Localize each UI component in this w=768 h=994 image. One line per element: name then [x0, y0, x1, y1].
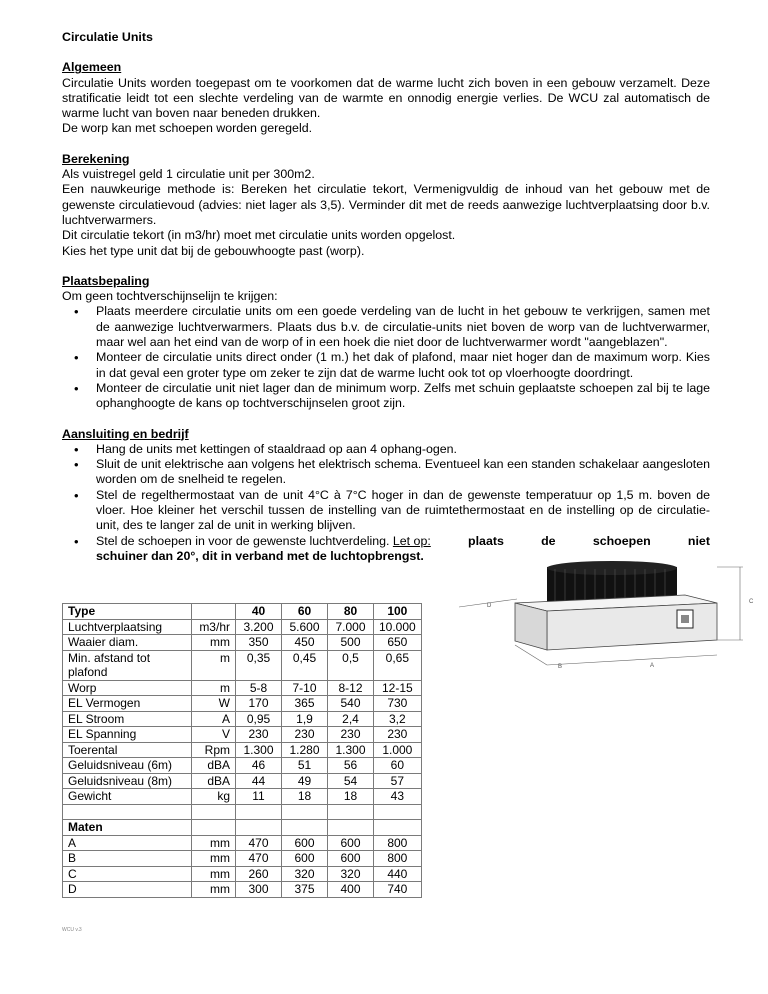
table-row: [63, 773, 422, 789]
table-cell: 600: [282, 835, 328, 851]
table-cell: 600: [282, 851, 328, 867]
heading-plaatsbepaling: Plaatsbepaling: [62, 273, 150, 288]
housing-side: [515, 603, 547, 650]
table-cell: V: [192, 727, 236, 743]
table-cell: 7-10: [282, 680, 328, 696]
table-cell: 1.000: [374, 742, 422, 758]
table-cell: W: [192, 696, 236, 712]
table-row: [63, 835, 422, 851]
table-cell: 10.000: [374, 619, 422, 635]
berekening-line: Als vuistregel geld 1 circulatie unit per 300m2.: [62, 167, 315, 182]
table-cell: 60: [374, 758, 422, 774]
maten-rows: [63, 835, 422, 897]
table-cell: 5-8: [236, 680, 282, 696]
table-cell: 375: [282, 882, 328, 898]
table-cell: Gewicht: [63, 789, 192, 805]
dim-label-c: C: [749, 599, 754, 605]
dim-label-d: D: [487, 603, 492, 609]
table-cell: mm: [192, 835, 236, 851]
table-cell: A: [63, 835, 192, 851]
table-cell: 0,95: [236, 711, 282, 727]
table-cell: 46: [236, 758, 282, 774]
table-cell: 44: [236, 773, 282, 789]
list-item: • Plaats meerdere circulatie units om een goede verdeling van de lucht in het gebouw te verkrijgen, samen met de aanwezige luchtverwarmers. Plaats dus b.v. de circulatie-units niet boven de worp van de luchtverwarmer, maar wel aan het eind van de worp of in een hoek die niet door de luchtverwarmer wordt "aangeblazen".: [62, 304, 710, 350]
table-cell: Geluidsniveau (6m): [63, 758, 192, 774]
table-cell: mm: [192, 851, 236, 867]
table-cell: Rpm: [192, 742, 236, 758]
table-cell: EL Spanning: [63, 727, 192, 743]
table-cell: 0,45: [282, 650, 328, 680]
table-cell: 18: [282, 789, 328, 805]
table-header-cell: 40: [236, 604, 282, 620]
table-row: [63, 680, 422, 696]
table-cell: 230: [236, 727, 282, 743]
table-cell: 600: [328, 851, 374, 867]
thermostat-icon: [681, 615, 689, 623]
table-row: [63, 851, 422, 867]
heading-aansluiting: Aansluiting en bedrijf: [62, 426, 189, 441]
table-cell: 600: [328, 835, 374, 851]
table-cell: 1,9: [282, 711, 328, 727]
table-cell: mm: [192, 882, 236, 898]
table-cell: 1.300: [236, 742, 282, 758]
table-row: [63, 882, 422, 898]
plaatsbepaling-intro: Om geen tochtverschijnselijn te krijgen:: [62, 289, 278, 304]
table-cell: m: [192, 650, 236, 680]
warning-word: plaats: [468, 533, 504, 548]
table-cell: Toerental: [63, 742, 192, 758]
table-cell: mm: [192, 866, 236, 882]
table-cell: 7.000: [328, 619, 374, 635]
table-cell: C: [63, 866, 192, 882]
maten-header-row: [63, 820, 422, 836]
table-cell: 230: [374, 727, 422, 743]
table-cell: dBA: [192, 758, 236, 774]
table-cell: 54: [328, 773, 374, 789]
table-cell: 740: [374, 882, 422, 898]
table-header-cell: 80: [328, 604, 374, 620]
berekening-line: Dit circulatie tekort (in m3/hr) moet met circulatie units worden opgelost.: [62, 228, 456, 243]
table-cell: 400: [328, 882, 374, 898]
page-title: Circulatie Units: [62, 30, 153, 44]
table-cell: B: [63, 851, 192, 867]
section-berekening: [62, 152, 710, 259]
table-header-cell: [192, 604, 236, 620]
table-cell: Worp: [63, 680, 192, 696]
table-cell: 320: [328, 866, 374, 882]
table-row: [63, 696, 422, 712]
section-plaatsbepaling: [62, 274, 710, 412]
table-cell: 350: [236, 635, 282, 651]
berekening-line: Kies het type unit dat bij de gebouwhoogte past (worp).: [62, 243, 365, 258]
table-cell: 320: [282, 866, 328, 882]
warning-row: [96, 534, 710, 549]
table-cell: 260: [236, 866, 282, 882]
table-spacer-row: [63, 804, 422, 820]
table-cell: 1.300: [328, 742, 374, 758]
algemeen-text-2: De worp kan met schoepen worden geregeld.: [62, 121, 313, 136]
unit-dimension-diagram: [455, 555, 765, 680]
table-cell: 18: [328, 789, 374, 805]
table-header-cell: 60: [282, 604, 328, 620]
table-cell: 300: [236, 882, 282, 898]
heading-berekening: Berekening: [62, 151, 130, 166]
table-cell: EL Stroom: [63, 711, 192, 727]
table-row: [63, 650, 422, 680]
plaatsbepaling-list: [62, 304, 710, 411]
aansluiting-list: [62, 442, 710, 564]
table-cell: 56: [328, 758, 374, 774]
list-item: • Hang de units met kettingen of staaldraad op aan 4 ophang-ogen.: [62, 442, 710, 457]
table-cell: Waaier diam.: [63, 635, 192, 651]
dim-label-b: B: [558, 664, 563, 670]
table-cell: 170: [236, 696, 282, 712]
table-cell: 0,5: [328, 650, 374, 680]
table-cell: Min. afstand tot plafond: [63, 650, 192, 680]
warning-word: schoepen: [592, 533, 651, 548]
footer-version: WCU v.3: [62, 927, 82, 933]
table-cell: 650: [374, 635, 422, 651]
berekening-line: Een nauwkeurige methode is: Bereken het circulatie tekort, Vermenigvuldig de inhoud van het gebouw met de gewenste circulatievoud (advies: niet lager als 3,5). Verminder dit met de reeds aanwezige luchtverplaatsing door b.v. luchtverwarmers.: [62, 182, 710, 227]
table-row: [63, 711, 422, 727]
table-cell: 8-12: [328, 680, 374, 696]
table-cell: m: [192, 680, 236, 696]
table-cell: 450: [282, 635, 328, 651]
warning-text: • Stel de schoepen in voor de gewenste luchtverdeling. Let op:: [96, 533, 431, 548]
table-cell: Geluidsniveau (8m): [63, 773, 192, 789]
table-row: [63, 866, 422, 882]
table-cell: 440: [374, 866, 422, 882]
table-cell: EL Vermogen: [63, 696, 192, 712]
list-item: • Stel de regelthermostaat van de unit 4°C à 7°C hoger in dan de gewenste temperatuur op 1,5 m. boven de vloer. Hoe kleiner het verschil tussen de instelling van de ruimtethermostaat en de instelling op de circulatie-unit, des te langer zal de unit in werking blijven.: [62, 488, 710, 534]
section-algemeen: [62, 60, 710, 136]
table-cell: 2,4: [328, 711, 374, 727]
warning-word: de: [541, 533, 556, 548]
section-aansluiting: [62, 427, 710, 565]
table-cell: D: [63, 882, 192, 898]
table-cell: mm: [192, 635, 236, 651]
algemeen-text: Circulatie Units worden toegepast om te voorkomen dat de warme lucht zich boven in een gebouw verzamelt. Deze stratificatie leidt tot een slechte verdeling van de warmte en onnodig energie verlies. De WCU zal automatisch de warme lucht van boven naar beneden drukken.: [62, 75, 710, 121]
table-cell: A: [192, 711, 236, 727]
table-cell: 3,2: [374, 711, 422, 727]
table-cell: 500: [328, 635, 374, 651]
table-cell: 230: [328, 727, 374, 743]
table-row: [63, 742, 422, 758]
heading-algemeen: Algemeen: [62, 60, 122, 75]
dim-label-a: A: [650, 663, 655, 669]
warning-word: niet: [687, 533, 710, 548]
table-cell: 51: [282, 758, 328, 774]
table-header-cell: 100: [374, 604, 422, 620]
table-cell: 5.600: [282, 619, 328, 635]
table-row: [63, 789, 422, 805]
list-item: • Monteer de circulatie units direct onder (1 m.) het dak of plafond, maar niet hoger dan de maximum worp. Kies in dat geval een groter type om zeker te zijn dat de warme lucht ook tot op vloerhoogte doordringt.: [62, 350, 710, 381]
table-header-row: [63, 604, 422, 620]
let-op-label: Let op:: [392, 533, 431, 548]
table-cell: 365: [282, 696, 328, 712]
table-cell: 470: [236, 835, 282, 851]
spec-table: [62, 603, 422, 898]
table-cell: 0,35: [236, 650, 282, 680]
table-cell: 1.280: [282, 742, 328, 758]
warning-bold-line: schuiner dan 20°, dit in verband met de luchtopbrengst.: [96, 548, 424, 563]
table-cell: 0,65: [374, 650, 422, 680]
table-header-cell: Type: [63, 604, 192, 620]
table-cell: 540: [328, 696, 374, 712]
table-cell: m3/hr: [192, 619, 236, 635]
table-cell: 3.200: [236, 619, 282, 635]
table-row: [63, 635, 422, 651]
maten-label: Maten: [63, 820, 192, 836]
table-cell: 43: [374, 789, 422, 805]
table-cell: kg: [192, 789, 236, 805]
table-cell: 12-15: [374, 680, 422, 696]
table-cell: 800: [374, 835, 422, 851]
table-cell: 230: [282, 727, 328, 743]
document-page: [62, 30, 710, 579]
spec-rows: [63, 619, 422, 804]
table-row: [63, 619, 422, 635]
table-cell: Luchtverplaatsing: [63, 619, 192, 635]
table-cell: 800: [374, 851, 422, 867]
list-item: • Monteer de circulatie unit niet lager dan de minimum worp. Zelfs met schuin geplaatste schoepen zal bij te lage ophanghoogte de kans op tochtverschijnselen groot zijn.: [62, 381, 710, 412]
table-cell: 49: [282, 773, 328, 789]
list-item: • Sluit de unit elektrische aan volgens het elektrisch schema. Eventueel kan een standen schakelaar aangesloten worden om de snelheid te regelen.: [62, 457, 710, 488]
table-cell: 57: [374, 773, 422, 789]
table-cell: dBA: [192, 773, 236, 789]
table-row: [63, 727, 422, 743]
table-cell: 470: [236, 851, 282, 867]
table-row: [63, 758, 422, 774]
table-cell: 730: [374, 696, 422, 712]
table-cell: 11: [236, 789, 282, 805]
